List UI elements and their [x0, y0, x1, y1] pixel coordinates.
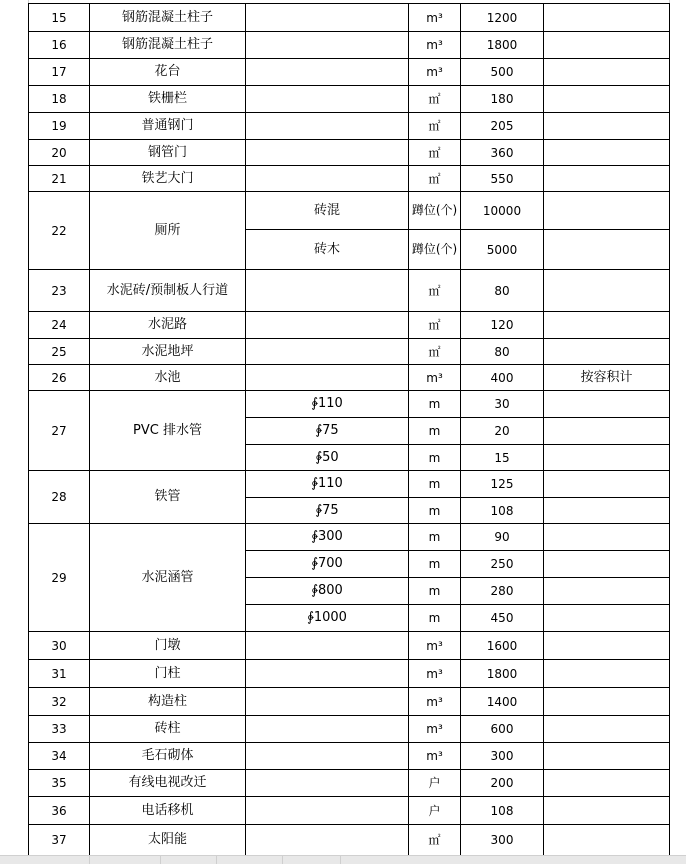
item-spec — [246, 632, 409, 660]
item-unit: m — [409, 524, 461, 551]
item-spec — [246, 743, 409, 770]
item-name: 构造柱 — [90, 688, 246, 716]
item-price: 500 — [461, 59, 544, 86]
item-spec — [246, 4, 409, 32]
item-number: 24 — [29, 312, 90, 339]
item-unit: 蹲位(个) — [409, 192, 461, 230]
item-note — [544, 743, 670, 770]
table-row — [29, 797, 670, 825]
item-price: 80 — [461, 270, 544, 312]
item-price: 1600 — [461, 632, 544, 660]
table-row — [29, 312, 670, 339]
table-row — [29, 59, 670, 86]
item-spec — [246, 716, 409, 743]
item-price: 280 — [461, 578, 544, 605]
item-note — [544, 660, 670, 688]
item-unit: m³ — [409, 4, 461, 32]
item-number: 27 — [29, 391, 90, 471]
table-row — [29, 825, 670, 856]
item-name: 毛石砌体 — [90, 743, 246, 770]
table-row — [29, 471, 670, 498]
item-name: 太阳能 — [90, 825, 246, 856]
item-note — [544, 59, 670, 86]
item-note — [544, 418, 670, 445]
item-note — [544, 445, 670, 471]
item-name: 花台 — [90, 59, 246, 86]
item-name: 门柱 — [90, 660, 246, 688]
item-unit: m³ — [409, 743, 461, 770]
item-name: PVC 排水管 — [90, 391, 246, 471]
item-unit: m³ — [409, 32, 461, 59]
item-note — [544, 770, 670, 797]
table-row — [29, 32, 670, 59]
item-spec — [246, 660, 409, 688]
item-unit: m — [409, 578, 461, 605]
item-price: 400 — [461, 365, 544, 391]
item-unit: m — [409, 498, 461, 524]
item-unit: m³ — [409, 688, 461, 716]
item-name: 有线电视改迁 — [90, 770, 246, 797]
item-name: 水池 — [90, 365, 246, 391]
item-price: 450 — [461, 605, 544, 632]
item-price: 15 — [461, 445, 544, 471]
item-number: 26 — [29, 365, 90, 391]
table-row — [29, 339, 670, 365]
item-name: 水泥砖/预制板人行道 — [90, 270, 246, 312]
item-price: 108 — [461, 498, 544, 524]
item-number: 22 — [29, 192, 90, 270]
table-row — [29, 166, 670, 192]
item-spec — [246, 86, 409, 113]
item-spec — [246, 825, 409, 856]
item-name: 钢筋混凝土柱子 — [90, 32, 246, 59]
item-unit: ㎡ — [409, 270, 461, 312]
item-price: 200 — [461, 770, 544, 797]
item-unit: ㎡ — [409, 113, 461, 140]
item-number: 20 — [29, 140, 90, 166]
item-name: 砖柱 — [90, 716, 246, 743]
item-note — [544, 4, 670, 32]
item-spec: ∲700 — [246, 551, 409, 578]
item-unit: 蹲位(个) — [409, 230, 461, 270]
item-spec — [246, 113, 409, 140]
item-note: 按容积计 — [544, 365, 670, 391]
table-row — [29, 270, 670, 312]
item-price: 5000 — [461, 230, 544, 270]
item-note — [544, 524, 670, 551]
item-number: 17 — [29, 59, 90, 86]
item-unit: ㎡ — [409, 166, 461, 192]
item-name: 水泥路 — [90, 312, 246, 339]
item-price: 10000 — [461, 192, 544, 230]
item-price: 120 — [461, 312, 544, 339]
item-note — [544, 230, 670, 270]
item-unit: m — [409, 418, 461, 445]
item-number: 30 — [29, 632, 90, 660]
item-number: 29 — [29, 524, 90, 632]
table-row — [29, 113, 670, 140]
item-spec: ∲75 — [246, 418, 409, 445]
item-unit: m — [409, 391, 461, 418]
item-unit: 户 — [409, 797, 461, 825]
item-unit: ㎡ — [409, 825, 461, 856]
item-price: 30 — [461, 391, 544, 418]
item-price: 1800 — [461, 32, 544, 59]
item-spec — [246, 166, 409, 192]
item-name: 铁栅栏 — [90, 86, 246, 113]
item-price: 125 — [461, 471, 544, 498]
item-spec — [246, 770, 409, 797]
item-price: 1800 — [461, 660, 544, 688]
item-note — [544, 391, 670, 418]
item-number: 23 — [29, 270, 90, 312]
item-unit: m — [409, 445, 461, 471]
item-price: 80 — [461, 339, 544, 365]
table-row — [29, 140, 670, 166]
item-unit: ㎡ — [409, 86, 461, 113]
item-spec: 砖混 — [246, 192, 409, 230]
item-name: 水泥涵管 — [90, 524, 246, 632]
item-name: 电话移机 — [90, 797, 246, 825]
item-price: 180 — [461, 86, 544, 113]
item-spec — [246, 59, 409, 86]
item-number: 34 — [29, 743, 90, 770]
item-price: 550 — [461, 166, 544, 192]
item-spec: ∲300 — [246, 524, 409, 551]
item-note — [544, 578, 670, 605]
table-row — [29, 632, 670, 660]
table-row — [29, 660, 670, 688]
table-row — [29, 743, 670, 770]
item-name: 铁艺大门 — [90, 166, 246, 192]
item-number: 37 — [29, 825, 90, 856]
item-note — [544, 192, 670, 230]
item-note — [544, 797, 670, 825]
item-name: 钢筋混凝土柱子 — [90, 4, 246, 32]
item-note — [544, 632, 670, 660]
item-spec — [246, 312, 409, 339]
item-number: 16 — [29, 32, 90, 59]
item-spec: ∲110 — [246, 471, 409, 498]
item-name: 门墩 — [90, 632, 246, 660]
item-note — [544, 339, 670, 365]
item-number: 15 — [29, 4, 90, 32]
item-spec: ∲800 — [246, 578, 409, 605]
item-spec: ∲75 — [246, 498, 409, 524]
item-number: 21 — [29, 166, 90, 192]
item-spec — [246, 32, 409, 59]
item-note — [544, 312, 670, 339]
item-name: 钢管门 — [90, 140, 246, 166]
item-spec: ∲110 — [246, 391, 409, 418]
item-note — [544, 688, 670, 716]
item-unit: 户 — [409, 770, 461, 797]
item-unit: m³ — [409, 716, 461, 743]
item-price: 250 — [461, 551, 544, 578]
item-number: 35 — [29, 770, 90, 797]
table-row — [29, 4, 670, 32]
item-spec — [246, 688, 409, 716]
item-price: 600 — [461, 716, 544, 743]
item-number: 31 — [29, 660, 90, 688]
item-note — [544, 498, 670, 524]
table-row — [29, 365, 670, 391]
table-row — [29, 86, 670, 113]
item-number: 18 — [29, 86, 90, 113]
table-row — [29, 688, 670, 716]
item-price: 108 — [461, 797, 544, 825]
item-price: 1200 — [461, 4, 544, 32]
item-name: 厕所 — [90, 192, 246, 270]
item-unit: m³ — [409, 365, 461, 391]
item-number: 25 — [29, 339, 90, 365]
item-number: 19 — [29, 113, 90, 140]
item-spec — [246, 339, 409, 365]
item-note — [544, 270, 670, 312]
table-row — [29, 524, 670, 551]
item-spec: ∲1000 — [246, 605, 409, 632]
item-number: 33 — [29, 716, 90, 743]
item-price: 300 — [461, 743, 544, 770]
item-note — [544, 471, 670, 498]
item-note — [544, 140, 670, 166]
item-price: 90 — [461, 524, 544, 551]
item-unit: ㎡ — [409, 339, 461, 365]
item-spec: ∲50 — [246, 445, 409, 471]
item-note — [544, 551, 670, 578]
item-note — [544, 113, 670, 140]
item-name: 普通钢门 — [90, 113, 246, 140]
item-price: 20 — [461, 418, 544, 445]
item-unit: m³ — [409, 660, 461, 688]
item-number: 28 — [29, 471, 90, 524]
item-price: 300 — [461, 825, 544, 856]
item-unit: m³ — [409, 632, 461, 660]
item-name: 水泥地坪 — [90, 339, 246, 365]
item-spec — [246, 140, 409, 166]
item-name: 铁管 — [90, 471, 246, 524]
item-unit: ㎡ — [409, 140, 461, 166]
item-note — [544, 716, 670, 743]
table-row — [29, 716, 670, 743]
item-spec — [246, 270, 409, 312]
item-number: 36 — [29, 797, 90, 825]
item-price: 1400 — [461, 688, 544, 716]
item-unit: ㎡ — [409, 312, 461, 339]
item-spec: 砖木 — [246, 230, 409, 270]
item-number: 32 — [29, 688, 90, 716]
table-row — [29, 192, 670, 230]
compensation-table — [28, 3, 670, 856]
item-price: 360 — [461, 140, 544, 166]
item-unit: m — [409, 605, 461, 632]
item-unit: m — [409, 551, 461, 578]
item-unit: m — [409, 471, 461, 498]
item-price: 205 — [461, 113, 544, 140]
item-note — [544, 86, 670, 113]
item-note — [544, 32, 670, 59]
item-note — [544, 825, 670, 856]
table-row — [29, 770, 670, 797]
item-unit: m³ — [409, 59, 461, 86]
item-note — [544, 605, 670, 632]
item-spec — [246, 797, 409, 825]
item-spec — [246, 365, 409, 391]
table-row — [29, 391, 670, 418]
item-note — [544, 166, 670, 192]
